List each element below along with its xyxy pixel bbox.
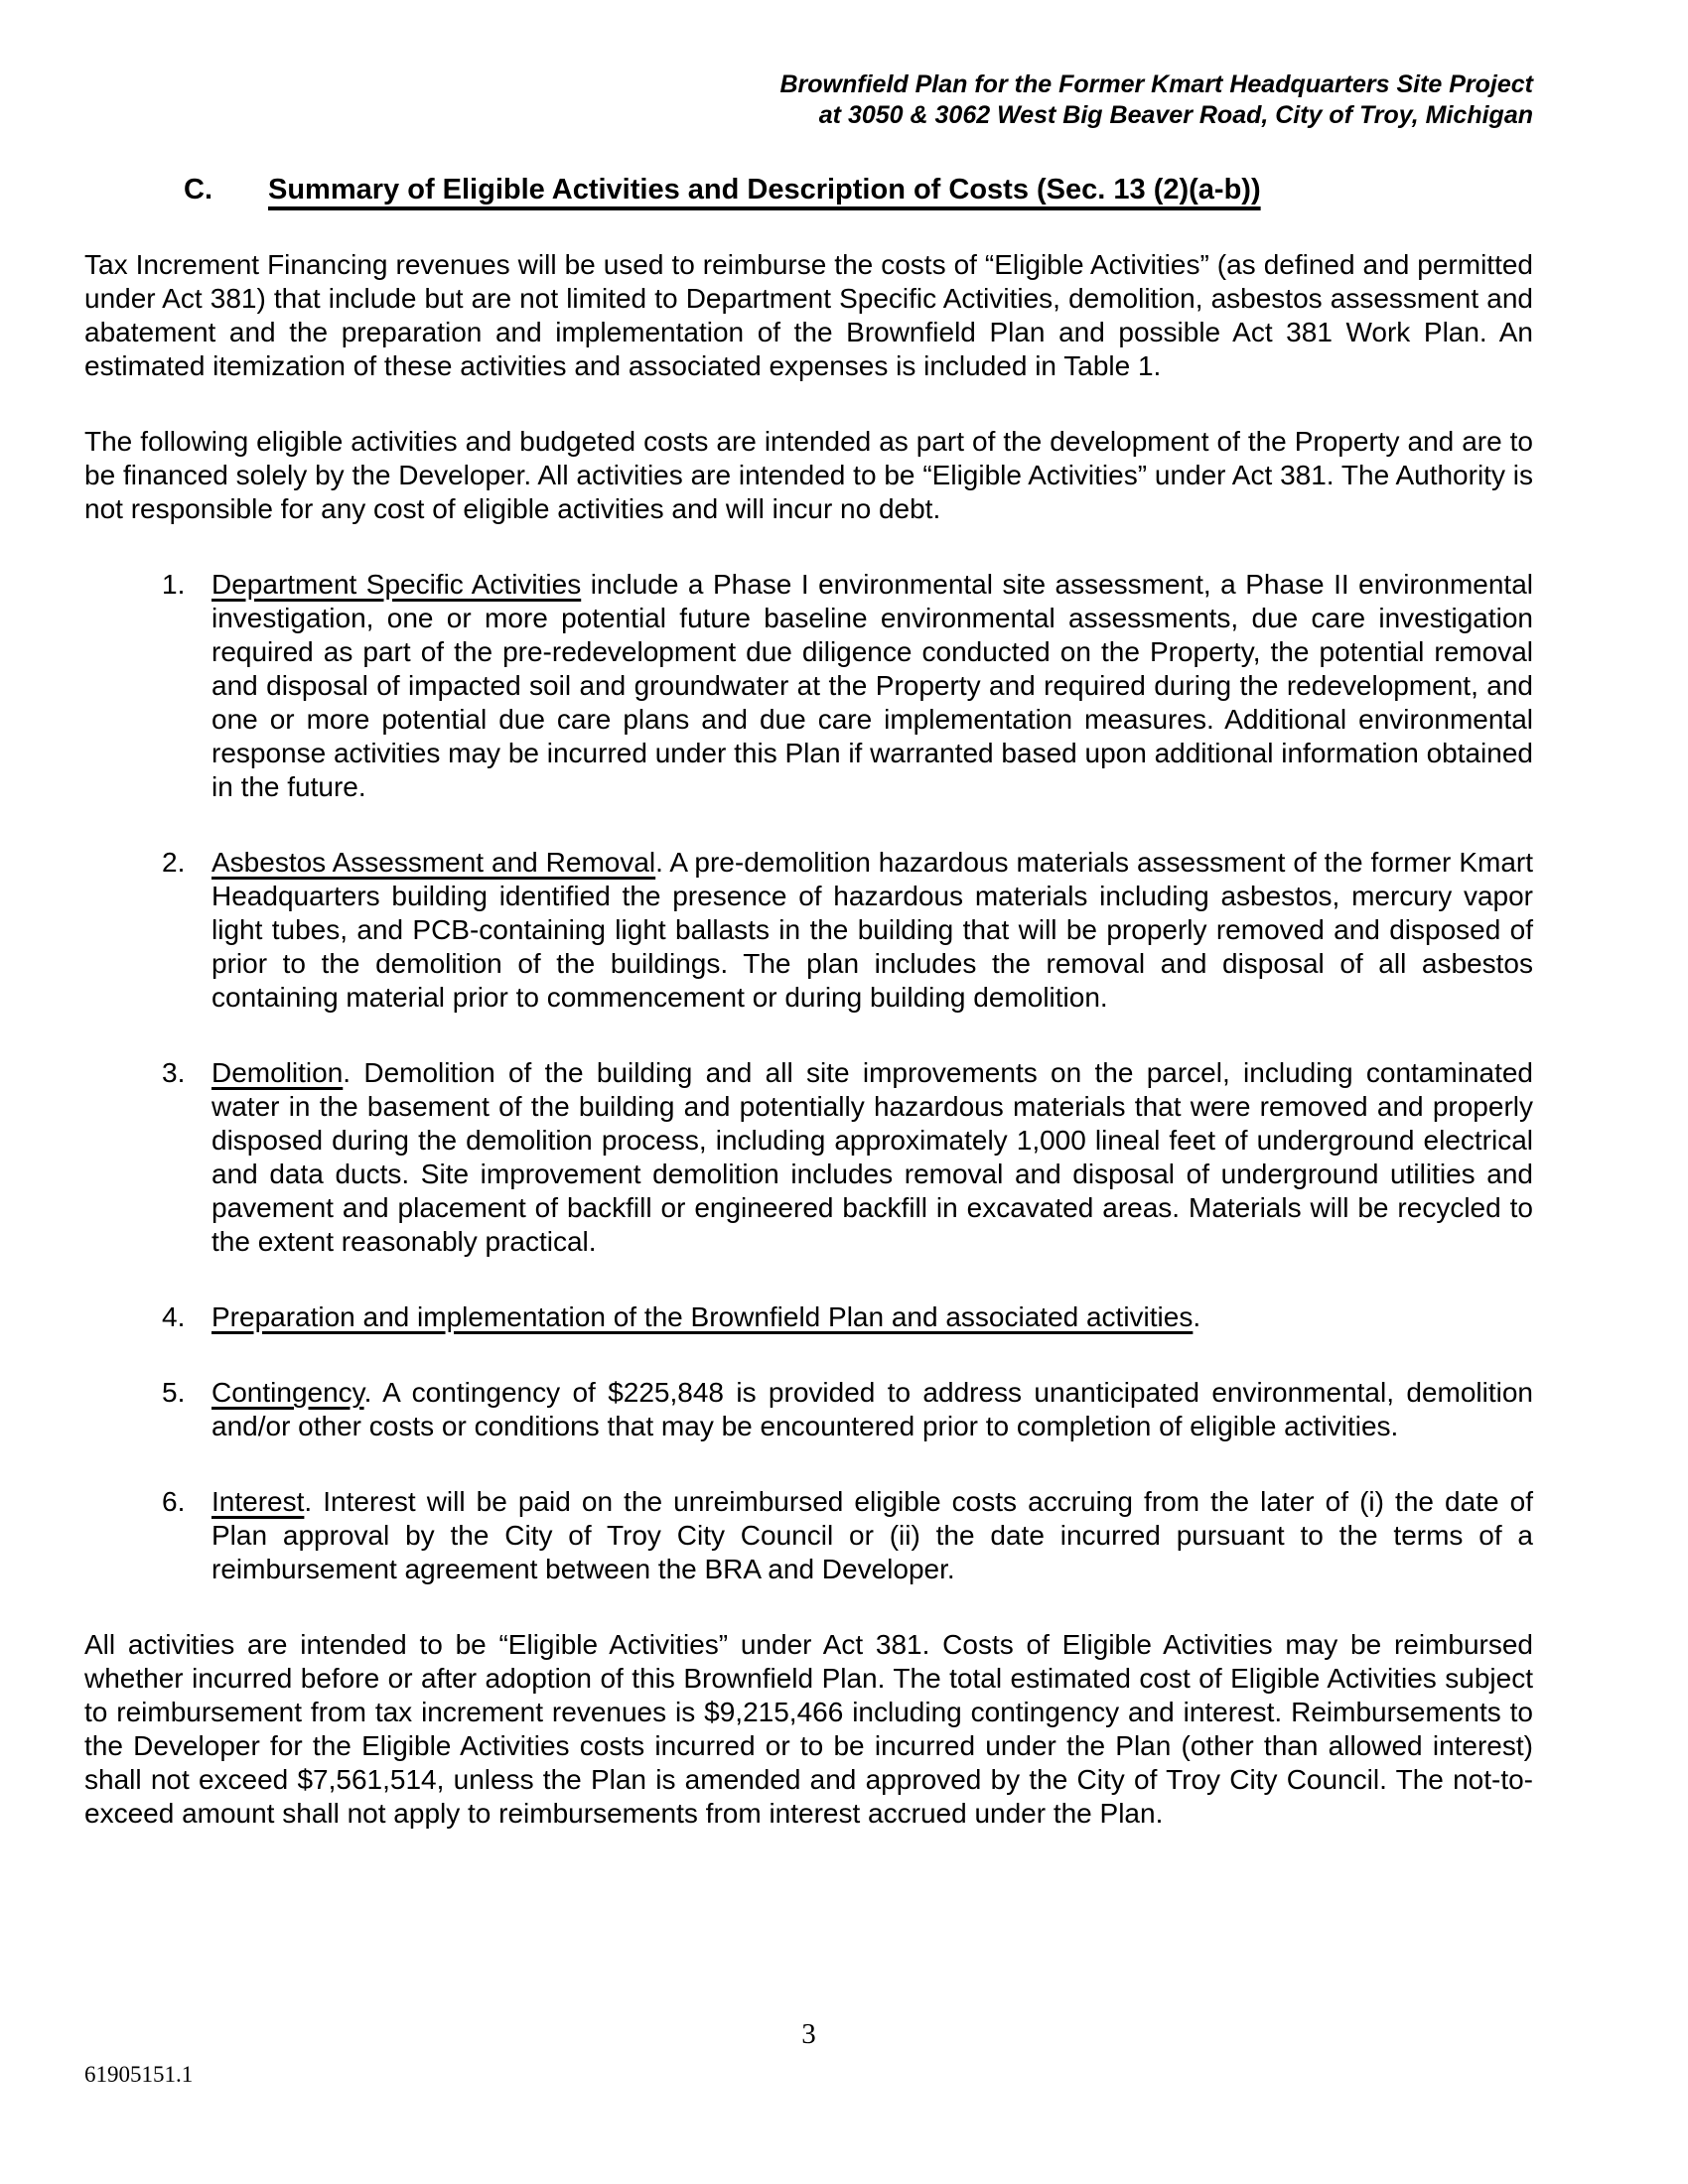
list-item-rest: . A contingency of $225,848 is provided to address unanticipated environmental, demolition and/or other costs or conditions that may be encountered prior to completion of eligible activities. bbox=[211, 1377, 1533, 1441]
list-item-text bbox=[211, 846, 1533, 1015]
list-item-rest: include a Phase I environmental site assessment, a Phase II environmental investigation, one or more potential future baseline environmental assessments, due care investigation required as part of the pre-redevelopment due diligence conducted on the Property, the potential removal and disposal of impacted soil and groundwater at the Property and required during the redevelopment, and one or more potential due care plans and due care implementation measures. Additional environmental response activities may be incurred under this Plan if warranted based upon additional information obtained in the future. bbox=[211, 569, 1533, 802]
list-item-lead: Interest bbox=[211, 1486, 305, 1517]
list-item-lead: Asbestos Assessment and Removal bbox=[211, 847, 656, 878]
document-header bbox=[84, 69, 1533, 131]
list-item-rest: . Demolition of the building and all site improvements on the parcel, including contaminated water in the basement of the building and potentially hazardous materials that were removed and properly disposed during the demolition process, including approximately 1,000 lineal feet of underground electrical and data ducts. Site improvement demolition includes removal and disposal of underground utilities and pavement and placement of backfill or engineered backfill in excavated areas. Materials will be recycled to the extent reasonably practical. bbox=[211, 1057, 1533, 1257]
list-item-rest: . A pre-demolition hazardous materials assessment of the former Kmart Headquarters building identified the presence of hazardous materials including asbestos, mercury vapor light tubes, and PCB-containing light ballasts in the building that will be properly removed and disposed of prior to the demolition of the buildings. The plan includes the removal and disposal of all asbestos containing material prior to commencement or during building demolition. bbox=[211, 847, 1533, 1013]
list-item-lead: Preparation and implementation of the Brownfield Plan and associated activities bbox=[211, 1301, 1194, 1332]
list-item-number: 5. bbox=[162, 1377, 186, 1408]
list-item-number: 2. bbox=[162, 847, 186, 878]
list-item-interest bbox=[162, 1485, 1533, 1586]
list-item-plan-preparation bbox=[162, 1300, 1533, 1334]
header-line-1: Brownfield Plan for the Former Kmart Headquarters Site Project bbox=[779, 70, 1533, 98]
list-item-text bbox=[211, 1376, 1533, 1443]
list-item-number: 6. bbox=[162, 1486, 186, 1517]
list-item-rest: . bbox=[1193, 1301, 1201, 1332]
section-title: Summary of Eligible Activities and Description of Costs (Sec. 13 (2)(a-b)) bbox=[268, 174, 1261, 205]
list-item-text bbox=[211, 1300, 1533, 1334]
header-line-2: at 3050 & 3062 West Big Beaver Road, City of Troy, Michigan bbox=[818, 101, 1533, 129]
list-item-number: 3. bbox=[162, 1057, 186, 1088]
list-item-contingency bbox=[162, 1376, 1533, 1443]
paragraph-closing: All activities are intended to be “Eligible Activities” under Act 381. Costs of Eligible Activities may be reimbursed whether incurred before or after adoption of this Brownfield Plan. The total estimated cost of Eligible Activities subject to reimbursement from tax increment revenues is $9,215,466 including contingency and interest. Reimbursements to the Developer for the Eligible Activities costs incurred or to be incurred under the Plan (other than allowed interest) shall not exceed $7,561,514, unless the Plan is amended and approved by the City of Troy City Council. The not-to-exceed amount shall not apply to reimbursements from interest accrued under the Plan. bbox=[84, 1629, 1533, 1829]
section-heading bbox=[184, 173, 1533, 212]
list-item-lead: Department Specific Activities bbox=[211, 569, 582, 600]
list-item-text bbox=[211, 1056, 1533, 1259]
list-item-number: 1. bbox=[162, 569, 186, 600]
list-item-lead: Demolition bbox=[211, 1057, 344, 1088]
paragraph-intro-1: Tax Increment Financing revenues will be used to reimburse the costs of “Eligible Activities” (as defined and permitted under Act 381) that include but are not limited to Department Specific Activities, demolition, asbestos assessment and abatement and the preparation and implementation of the Brownfield Plan and possible Act 381 Work Plan. An estimated itemization of these activities and associated expenses is included in Table 1. bbox=[84, 249, 1533, 381]
list-item-text bbox=[211, 568, 1533, 804]
list-item-number: 4. bbox=[162, 1301, 186, 1332]
eligible-activities-list bbox=[84, 568, 1533, 1586]
list-item-asbestos-assessment bbox=[162, 846, 1533, 1015]
document-id: 61905151.1 bbox=[84, 2062, 194, 2087]
paragraph-intro-2: The following eligible activities and budgeted costs are intended as part of the development of the Property and are to be financed solely by the Developer. All activities are intended to be “Eligible Activities” under Act 381. The Authority is not responsible for any cost of eligible activities and will incur no debt. bbox=[84, 426, 1533, 524]
list-item-rest: . Interest will be paid on the unreimbursed eligible costs accruing from the later of (i) the date of Plan approval by the City of Troy City Council or (ii) the date incurred pursuant to the terms of a reimbursement agreement between the BRA and Developer. bbox=[211, 1486, 1533, 1584]
page-number: 3 bbox=[801, 2018, 816, 2050]
section-letter: C. bbox=[184, 174, 212, 205]
list-item-demolition bbox=[162, 1056, 1533, 1259]
list-item-lead: Contingency bbox=[211, 1377, 364, 1408]
list-item-department-specific-activities bbox=[162, 568, 1533, 804]
list-item-text bbox=[211, 1485, 1533, 1586]
